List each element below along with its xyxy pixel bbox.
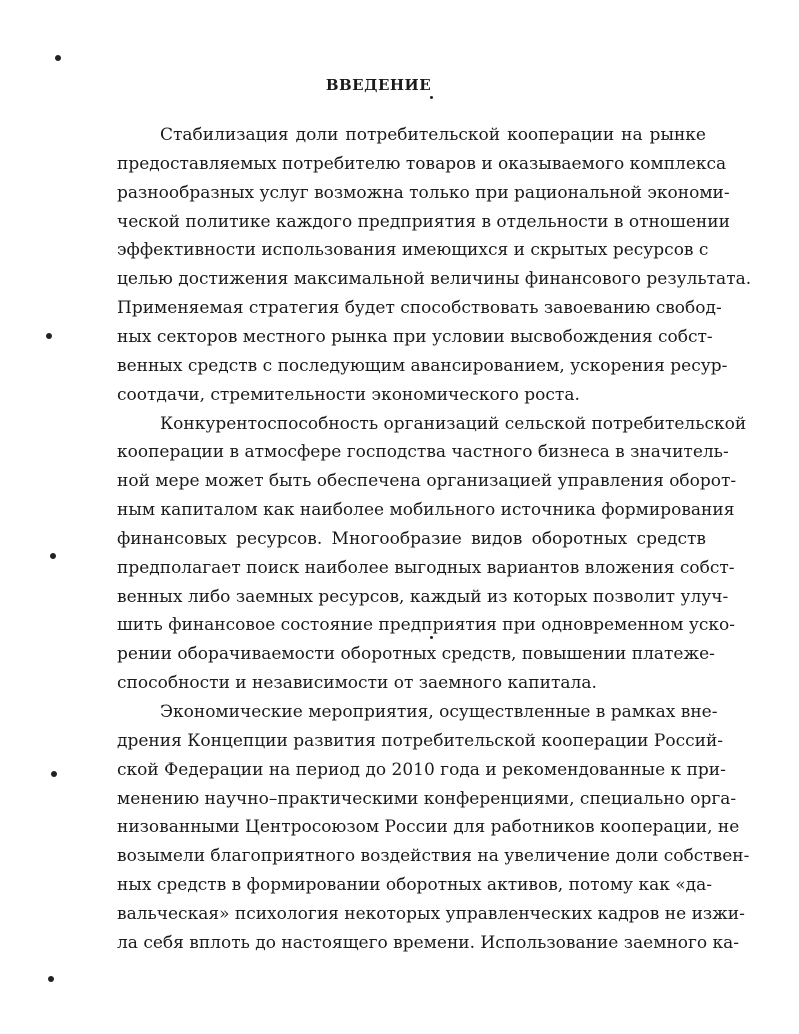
text-line: ных секторов местного рынка при условии высвобождения собст- xyxy=(117,327,713,347)
text-line: предполагает поиск наиболее выгодных вариантов вложения собст- xyxy=(117,558,735,578)
text-line: ным капиталом как наиболее мобильного источника формирования xyxy=(117,500,735,520)
scan-speck xyxy=(430,96,433,99)
text-line: шить финансовое состояние предприятия при одновременном уско- xyxy=(117,615,735,635)
text-line: ла себя вплоть до настоящего времени. Использование заемного ка- xyxy=(117,933,740,953)
text-line: менению научно–практическими конференциями, специально орга- xyxy=(117,789,737,809)
text-line: ной мере может быть обеспечена организацией управления оборот- xyxy=(117,471,737,491)
text-line: рении оборачиваемости оборотных средств, повышении платеже- xyxy=(117,644,715,664)
text-line: возымели благоприятного воздействия на увеличение доли собствен- xyxy=(117,846,750,866)
text-line: венных средств с последующим авансированием, ускорения ресур- xyxy=(117,356,728,376)
text-line: целью достижения максимальной величины финансового результата. xyxy=(117,269,752,289)
text-line: Экономические мероприятия, осуществленные в рамках вне- xyxy=(160,702,718,722)
scan-speck xyxy=(51,771,57,777)
text-line: венных либо заемных ресурсов, каждый из которых позволит улуч- xyxy=(117,587,729,607)
text-line: способности и независимости от заемного капитала. xyxy=(117,673,597,693)
text-line: предоставляемых потребителю товаров и оказываемого комплекса xyxy=(117,154,727,174)
page-title: ВВЕДЕНИЕ xyxy=(325,76,432,94)
text-line: Конкурентоспособность организаций сельской потребительской xyxy=(160,414,747,434)
text-line: ской Федерации на период до 2010 года и рекомендованные к при- xyxy=(117,760,726,780)
scan-speck xyxy=(48,976,54,982)
text-line: кооперации в атмосфере господства частного бизнеса в значитель- xyxy=(117,442,729,462)
scan-speck xyxy=(430,636,433,639)
text-line: соотдачи, стремительности экономического роста. xyxy=(117,385,580,405)
text-line: эффективности использования имеющихся и скрытых ресурсов с xyxy=(117,240,709,260)
text-line: ческой политике каждого предприятия в отдельности в отношении xyxy=(117,212,730,232)
text-line: Применяемая стратегия будет способствовать завоеванию свобод- xyxy=(117,298,722,318)
text-line: вальческая» психология некоторых управленческих кадров не изжи- xyxy=(117,904,745,924)
scan-speck xyxy=(46,333,52,339)
scan-speck xyxy=(55,55,61,61)
text-line: низованными Центросоюзом России для работников кооперации, не xyxy=(117,817,740,837)
scan-speck xyxy=(50,553,56,559)
text-line: финансовых ресурсов. Многообразие видов оборотных средств xyxy=(117,529,706,549)
text-line: дрения Концепции развития потребительской кооперации Россий- xyxy=(117,731,724,751)
text-line: разнообразных услуг возможна только при рациональной экономи- xyxy=(117,183,730,203)
text-line: Стабилизация доли потребительской кооперации на рынке xyxy=(160,125,706,145)
text-line: ных средств в формировании оборотных активов, потому как «да- xyxy=(117,875,712,895)
